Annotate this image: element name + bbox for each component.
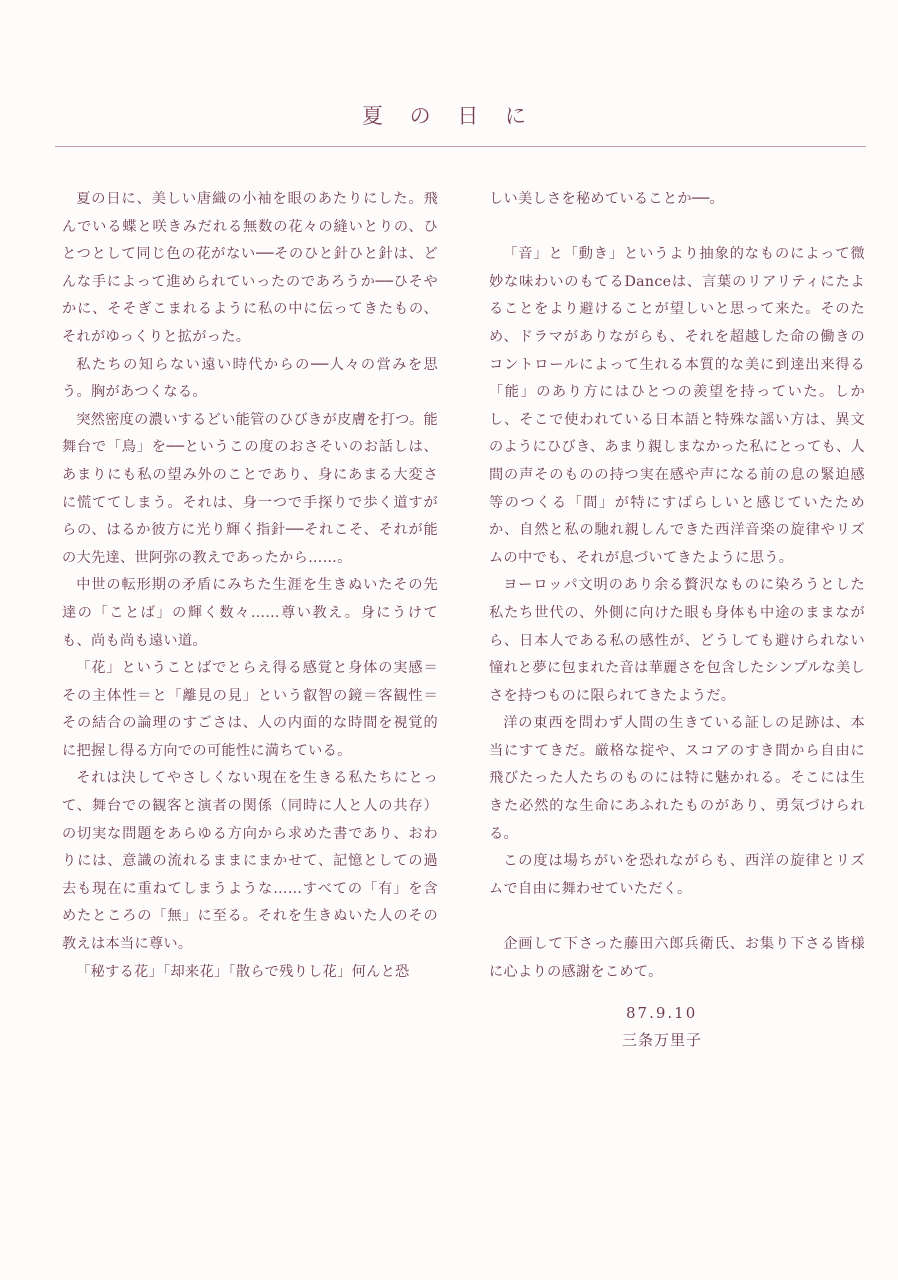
left-column xyxy=(62,186,438,986)
paragraph: それは決してやさしくない現在を生きる私たちにとって、舞台での観客と演者の関係（同時に人と人の共存）の切実な問題をあらゆる方向から求めた書であり、おわりには、意識の流れるままにまかせて、記憶としての過去も現在に重ねてしまうような……すべての「有」を含めたところの「無」に至る。それを生きぬいた人のその教えは本当に尊い。 xyxy=(62,770,438,953)
paragraph: 突然密度の濃いするどい能管のひびきが皮膚を打つ。能舞台で「鳥」を──というこの度のおさそいのお話しは、あまりにも私の望み外のことであり、身にあまる大変さに慌ててしまう。それは、身一つで手探りで歩く道すがらの、はるか彼方に光り輝く指針──それこそ、それが能の大先達、世阿弥の教えであったから……。 xyxy=(62,411,438,566)
page-title: 夏 の 日 に xyxy=(361,104,537,128)
paragraph: 中世の転形期の矛盾にみちた生涯を生きぬいたその先達の「ことば」の輝く数々……尊い教え。身にうけても、尚も尚も遠い道。 xyxy=(62,577,438,649)
paragraph: 「音」と「動き」というより抽象的なものによって微妙な味わいのもてるDanceは、言葉のリアリティにたよることをより避けることが望しいと思って来た。そのため、ドラマがありながらも、それを超越した命の働きのコントロールによって生れる本質的な美に到達出来得る「能」のあり方にはひとつの羨望を持っていた。しかし、そこで使われている日本語と特殊な謡い方は、異文のようにひびき、あまり親しまなかった私にとっても、人間の声そのものの持つ実在感や声になる前の息の緊迫感等のつくる「間」が特にすばらしいと感じていたためか、自然と私の馳れ親しんできた西洋音楽の旋律やリズムの中でも、それが息づいてきたように思う。 xyxy=(489,246,865,566)
title-divider xyxy=(55,146,866,147)
paragraph-continuation: しい美しさを秘めていることか──。 xyxy=(489,191,724,207)
thanks-paragraph: 企画して下さった藤田六郎兵衛氏、お集り下さる皆様に心よりの感謝をこめて。 xyxy=(489,936,865,980)
paragraph: ヨーロッパ文明のあり余る贅沢なものに染ろうとした私たち世代の、外側に向けた眼も身体も中途のままながら、日本人である私の感性が、どうしても避けられない憧れと夢に包まれた音は華麗さを包含したシンプルな美しさを持つものに限られてきたようだ。 xyxy=(489,577,865,704)
paragraph: 「秘する花」「却来花」「散らで残りし花」何んと恐 xyxy=(76,963,410,980)
paragraph: 「花」ということばでとらえ得る感覚と身体の実感＝その主体性＝と「離見の見」という叡智の鏡＝客観性＝その結合の論理のすごさは、人の内面的な時間を視覚的に把握し得る方向での可能性に満ちている。 xyxy=(62,660,438,759)
paragraph-gap xyxy=(489,214,865,242)
paragraph: 私たちの知らない遠い時代からの──人々の営みを思う。胸があつくなる。 xyxy=(62,356,438,401)
paragraph: 洋の東西を問わず人間の生きている証しの足跡は、本当にすてきだ。厳格な掟や、スコアのすき間から自由に飛びたった人たちのものには特に魅かれる。そこには生きた必然的な生命にあふれたものがあり、勇気づけられる。 xyxy=(489,715,865,842)
right-column xyxy=(489,186,865,986)
paragraph-gap xyxy=(489,903,865,931)
signature-name: 三条万里子 xyxy=(622,1031,703,1049)
signature-block xyxy=(622,1000,702,1054)
signature-date: 87.9.10 xyxy=(626,1004,698,1022)
paragraph: 夏の日に、美しい唐織の小袖を眼のあたりにした。飛んでいる蝶と咲きみだれる無数の花々の縫いとりの、ひとつとして同じ色の花がない──そのひと針ひと針は、どんな手によって進められていったのであろうか──ひそやかに、そそぎこまれるように私の中に伝ってきたもの、それがゆっくりと拡がった。 xyxy=(62,191,438,345)
paragraph: この度は場ちがいを恐れながらも、西洋の旋律とリズムで自由に舞わせていただく。 xyxy=(489,853,865,897)
